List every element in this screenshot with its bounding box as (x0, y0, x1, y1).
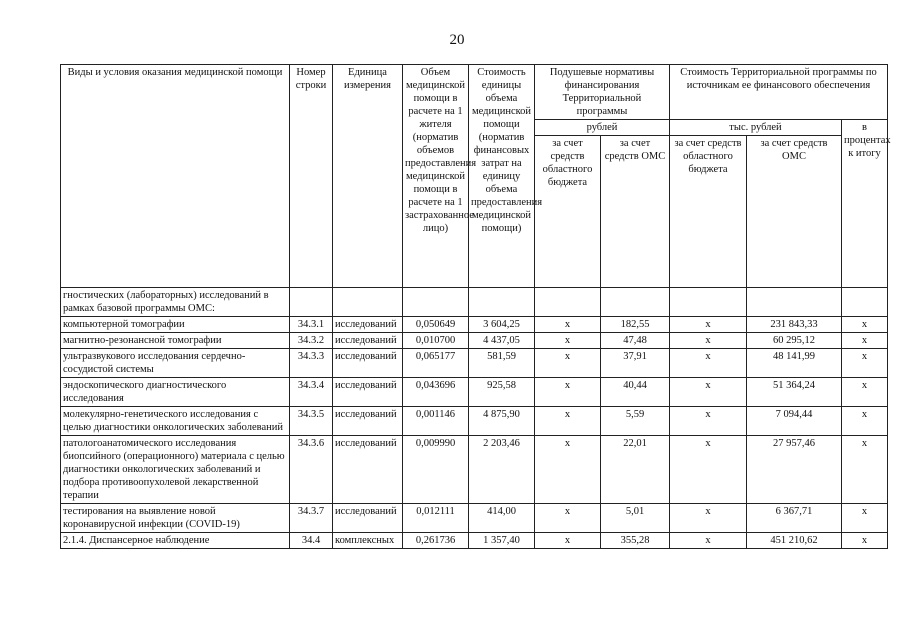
header-row-number: Номер строки (290, 65, 333, 288)
table-row: эндоскопического диагностического исследования 34.3.4 исследований 0,043696 925,58 x 40,44 x 51 364,24 x (61, 378, 888, 407)
header-tc-oms: за счет средств ОМС (747, 136, 842, 288)
row-pc-oms: 5,01 (601, 504, 670, 533)
row-name: тестирования на выявление новой коронавирусной инфекции (COVID-19) (61, 504, 290, 533)
row-cost: 2 203,46 (469, 436, 535, 504)
row-tc-oms: 451 210,62 (747, 533, 842, 549)
medical-care-cost-table (60, 64, 891, 549)
row-name: магнитно-резонансной томографии (61, 333, 290, 349)
row-name: молекулярно-генетического исследования с целью диагностики онкологических заболеваний (61, 407, 290, 436)
row-name: 2.1.4. Диспансерное наблюдение (61, 533, 290, 549)
row-tc-oms: 6 367,71 (747, 504, 842, 533)
row-unit: исследований (333, 436, 403, 504)
row-unit: исследований (333, 317, 403, 333)
row-pc-oms: 22,01 (601, 436, 670, 504)
header-unit-cost: Стоимость единицы объема медицинской помощи (норматив финансовых затрат на единицу объема предоставления медицинской помощи) (469, 65, 535, 288)
header-types: Виды и условия оказания медицинской помощи (61, 65, 290, 288)
row-unit: исследований (333, 333, 403, 349)
row-number: 34.3.3 (290, 349, 333, 378)
row-cost: 414,00 (469, 504, 535, 533)
table-row: компьютерной томографии 34.3.1 исследований 0,050649 3 604,25 x 182,55 x 231 843,33 x (61, 317, 888, 333)
row-tc-oms: 231 843,33 (747, 317, 842, 333)
row-pc-oms: 355,28 (601, 533, 670, 549)
row-pc-oms: 5,59 (601, 407, 670, 436)
row-cost: 581,59 (469, 349, 535, 378)
row-tc-oms: 60 295,12 (747, 333, 842, 349)
row-name: компьютерной томографии (61, 317, 290, 333)
row-volume: 0,009990 (403, 436, 469, 504)
row-name: гностических (лабораторных) исследований в рамках базовой программы ОМС: (61, 288, 290, 317)
table-row: магнитно-резонансной томографии 34.3.2 исследований 0,010700 4 437,05 x 47,48 x 60 295,12 x (61, 333, 888, 349)
row-tc-oms: 48 141,99 (747, 349, 842, 378)
row-volume: 0,012111 (403, 504, 469, 533)
header-pc-regional: за счет средств областного бюджета (535, 136, 601, 288)
row-pc-oms: 37,91 (601, 349, 670, 378)
row-tc-oms: 27 957,46 (747, 436, 842, 504)
header-unit: Единица измерения (333, 65, 403, 288)
row-cost: 3 604,25 (469, 317, 535, 333)
row-cost: 925,58 (469, 378, 535, 407)
table-row: тестирования на выявление новой коронавирусной инфекции (COVID-19) 34.3.7 исследований 0,012111 414,00 x 5,01 x 6 367,71 x (61, 504, 888, 533)
row-unit: исследований (333, 504, 403, 533)
header-per-capita-unit: рублей (535, 120, 670, 136)
row-pc-oms: 182,55 (601, 317, 670, 333)
row-unit: исследований (333, 378, 403, 407)
row-number: 34.3.2 (290, 333, 333, 349)
header-per-capita: Подушевые нормативы финансирования Территориальной программы (535, 65, 670, 120)
table-row: молекулярно-генетического исследования с целью диагностики онкологических заболеваний 34.3.5 исследований 0,001146 4 875,90 x 5,59 x 7 094,44 x (61, 407, 888, 436)
row-number: 34.3.5 (290, 407, 333, 436)
row-pc-oms: 40,44 (601, 378, 670, 407)
row-unit: комплексных (333, 533, 403, 549)
row-name: патологоанатомического исследования биопсийного (операционного) материала с целью диагностики онкологических заболеваний и подбора противоопухолевой лекарственной терапии (61, 436, 290, 504)
header-tc-regional: за счет средств областного бюджета (670, 136, 747, 288)
row-unit: исследований (333, 349, 403, 378)
header-total-cost: Стоимость Территориальной программы по источникам ее финансового обеспечения (670, 65, 888, 120)
row-number: 34.3.7 (290, 504, 333, 533)
page-number: 20 (449, 32, 465, 48)
row-unit: исследований (333, 407, 403, 436)
row-volume: 0,261736 (403, 533, 469, 549)
row-volume: 0,065177 (403, 349, 469, 378)
table-row: патологоанатомического исследования биопсийного (операционного) материала с целью диагностики онкологических заболеваний и подбора противоопухолевой лекарственной терапии 34.3.6 исследований 0,009990 2 203,46 x 22,01 x 27 957,46 x (61, 436, 888, 504)
row-cost: 4 875,90 (469, 407, 535, 436)
header-pc-oms: за счет средств ОМС (601, 136, 670, 288)
row-volume: 0,050649 (403, 317, 469, 333)
row-cost: 1 357,40 (469, 533, 535, 549)
row-tc-oms: 7 094,44 (747, 407, 842, 436)
row-volume: 0,010700 (403, 333, 469, 349)
row-name: эндоскопического диагностического исследования (61, 378, 290, 407)
row-cost: 4 437,05 (469, 333, 535, 349)
row-volume: 0,043696 (403, 378, 469, 407)
row-number: 34.4 (290, 533, 333, 549)
header-volume: Объем медицинской помощи в расчете на 1 жителя (норматив объемов предоставления медицинской помощи в расчете на 1 застрахованное лицо) (403, 65, 469, 288)
row-number: 34.3.4 (290, 378, 333, 407)
row-pc-oms: 47,48 (601, 333, 670, 349)
row-volume: 0,001146 (403, 407, 469, 436)
header-percent: в процентах к итогу (842, 120, 888, 288)
table-row: ультразвукового исследования сердечно-сосудистой системы 34.3.3 исследований 0,065177 581,59 x 37,91 x 48 141,99 x (61, 349, 888, 378)
header-total-cost-unit: тыс. рублей (670, 120, 842, 136)
row-number: 34.3.1 (290, 317, 333, 333)
row-number: 34.3.6 (290, 436, 333, 504)
table-row: 2.1.4. Диспансерное наблюдение 34.4 комплексных 0,261736 1 357,40 x 355,28 x 451 210,62 x (61, 533, 888, 549)
table-row (61, 288, 888, 317)
row-tc-oms: 51 364,24 (747, 378, 842, 407)
row-name: ультразвукового исследования сердечно-сосудистой системы (61, 349, 290, 378)
